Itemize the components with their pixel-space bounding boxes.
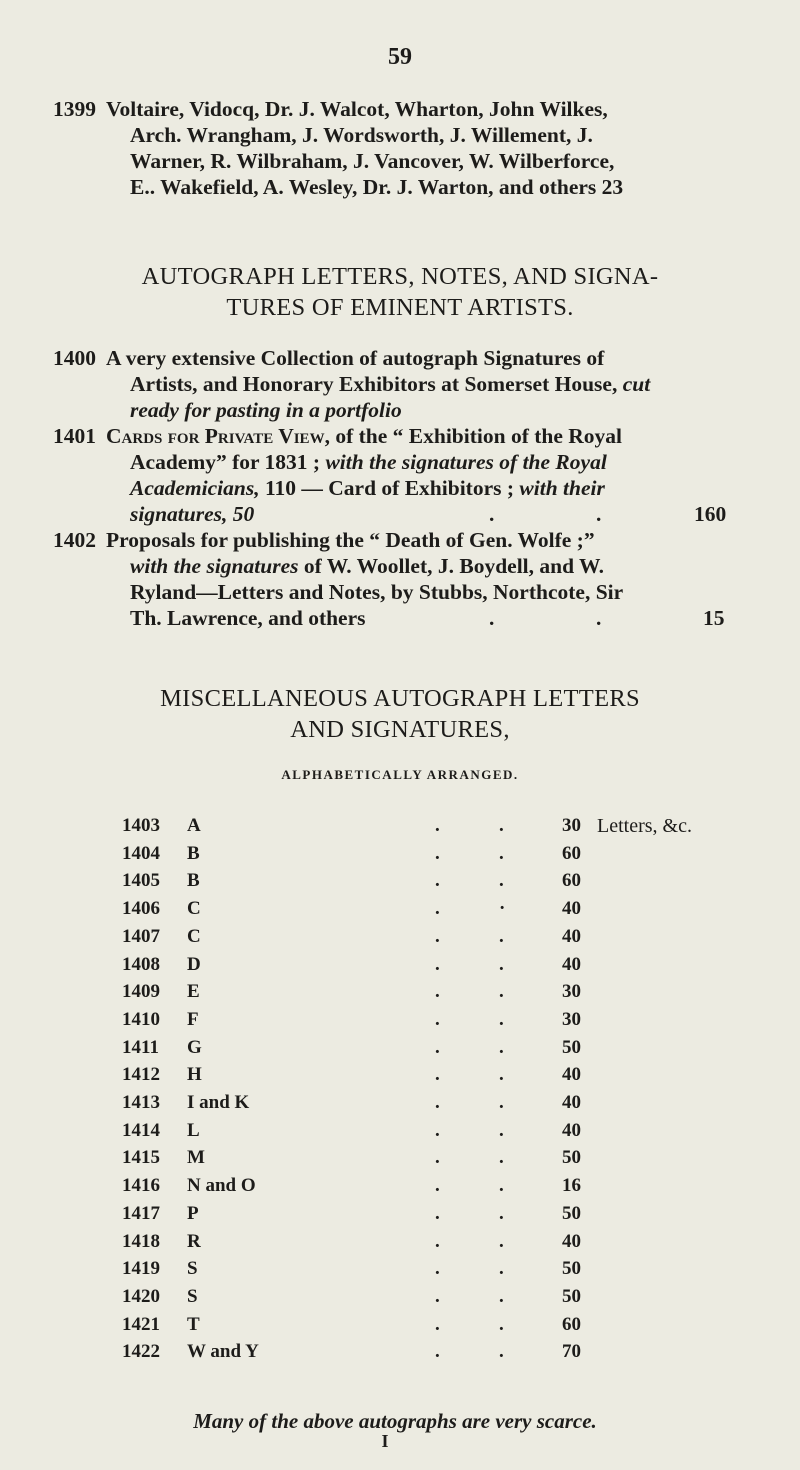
row-number: 1407 [122,925,160,947]
row-number: 1422 [122,1341,160,1363]
leader-dot: . [499,953,504,975]
leader-dot: . [435,870,440,892]
row-count: 50 [562,1036,581,1058]
row-letter: C [187,898,201,920]
lot-line: A very extensive Collection of autograph Signatures of [106,346,605,370]
lot-line [130,397,402,423]
lot-line: of W. Woollet, J. Boydell, and W. [303,554,604,578]
row-letter: R [187,1230,201,1252]
lot-number: 1401 [53,424,96,448]
lot-line-wrap [130,553,604,579]
leader-dot: . [435,1036,440,1058]
lot-line: 110 — Card of Exhibitors ; [264,476,515,500]
row-letter: M [187,1147,205,1169]
row-number: 1421 [122,1313,160,1335]
lot-line: Ryland—Letters and Notes, by Stubbs, Northcote, Sir [130,580,624,604]
leader-dot: . [596,606,602,630]
row-letter: S [187,1258,198,1280]
row-letter: S [187,1285,198,1307]
row-count: 60 [562,1313,581,1335]
heading-line: AUTOGRAPH LETTERS, NOTES, AND SIGNA- [141,263,659,290]
leader-dot: . [435,842,440,864]
row-count: 40 [562,1119,581,1141]
row-letter: F [187,1008,199,1030]
footnote: Many of the above autographs are very scarce. [193,1409,597,1433]
row-number: 1408 [122,953,160,975]
row-count: 40 [562,1064,581,1086]
row-letter: L [187,1119,200,1141]
lot-line-smallcaps: Cards for Private View, [106,424,330,448]
leader-dot: . [435,1258,440,1280]
signature-mark: I [381,1431,389,1451]
lot-line [130,501,254,527]
lot-line-italic: ready for pasting in a portfolio [130,398,402,422]
row-letter: B [187,842,200,864]
leader-dot: . [435,981,440,1003]
leader-dot: · [499,898,506,920]
row-count: 30 [562,815,581,836]
row-number: 1412 [122,1064,160,1086]
row-number: 1409 [122,981,160,1003]
row-letter: I and K [187,1092,250,1113]
row-number: 1406 [122,898,160,920]
lot-line: Th. Lawrence, and others [130,606,366,630]
leader-dot: . [435,953,440,975]
lot-number: 1399 [53,97,96,121]
row-count: 30 [562,1008,581,1030]
lot-line-wrap [106,423,622,449]
leader-dot: . [499,1064,504,1086]
lot-description [106,96,773,122]
row-count: 40 [562,1230,581,1252]
leader-dot: . [435,1092,440,1113]
row-count: 50 [562,1147,581,1169]
lot-description-cont [130,122,773,200]
lot-line: Voltaire, Vidocq, Dr. J. Walcot, Wharton, John Wilkes, [106,97,608,121]
lot-1401 [53,423,773,533]
lot-number: 1400 [53,346,96,370]
row-count: 40 [562,898,581,920]
row-count: 50 [562,1202,581,1224]
lot-line-italic: Academicians, [130,476,260,500]
lot-line-wrap [130,475,605,501]
leader-dot: . [499,842,504,864]
row-letter: C [187,925,201,947]
leader-dot: . [499,1092,504,1113]
lot-line-italic: signatures, 50 [130,502,255,526]
lot-line: Proposals for publishing the “ Death of Gen. Wolfe ;” [106,528,595,552]
row-count: 40 [562,925,581,947]
row-count: 60 [562,842,581,864]
leader-dot: . [435,1175,440,1197]
row-count: 60 [562,870,581,892]
leader-dot: . [435,925,440,947]
row-count: 50 [562,1285,581,1307]
leader-dot: . [435,1313,440,1335]
heading-line: TURES OF EMINENT ARTISTS. [226,294,574,321]
row-number: 1417 [122,1202,160,1224]
leader-dot: . [435,1202,440,1224]
row-count: 30 [562,981,581,1003]
leader-dot: . [499,1313,504,1335]
page-number: 59 [388,44,412,70]
row-number: 1418 [122,1230,160,1252]
section-heading [0,261,800,323]
row-count: 70 [562,1341,581,1363]
leader-dot: . [499,1230,504,1252]
lot-line: E.. Wakefield, A. Wesley, Dr. J. Warton, and others 23 [130,175,624,199]
lot-count: 160 [694,502,727,526]
leader-dot: . [499,1147,504,1169]
lot-line: Academy” for 1831 ; [130,450,321,474]
heading-line: AND SIGNATURES, [290,716,510,743]
leader-dot: . [489,502,495,526]
leader-dot: . [435,1147,440,1169]
row-count: 40 [562,953,581,975]
row-count: 50 [562,1258,581,1280]
row-count: 16 [562,1175,581,1197]
row-letter: H [187,1064,202,1086]
leader-dot: . [499,1258,504,1280]
leader-dot: . [499,981,504,1003]
row-number: 1414 [122,1119,160,1141]
row-letter: P [187,1202,199,1224]
leader-dot: . [499,1119,504,1141]
leader-dot: . [435,1341,440,1363]
lot-line-wrap [130,449,607,475]
row-number: 1413 [122,1092,160,1113]
lot-line-wrap [130,371,650,397]
leader-dot: . [435,1285,440,1307]
row-letter: W and Y [187,1341,259,1363]
section-heading [0,683,800,745]
leader-dot: . [499,815,504,836]
leader-dot: . [499,1175,504,1197]
leader-dot: . [435,1230,440,1252]
lot-1402 [53,527,773,637]
leader-dot: . [596,502,602,526]
lot-number: 1402 [53,528,96,552]
row-letter: B [187,870,200,892]
row-number: 1420 [122,1285,160,1307]
leader-dot: . [435,1119,440,1141]
row-letter: D [187,953,201,975]
heading-line: MISCELLANEOUS AUTOGRAPH LETTERS [160,685,640,712]
row-number: 1410 [122,1008,160,1030]
row-number: 1405 [122,870,160,892]
leader-dot: . [435,1008,440,1030]
leader-dot: . [499,1285,504,1307]
leader-dot: . [499,925,504,947]
leader-dot: . [435,898,440,920]
lot-line-italic: with the signatures of the Royal [325,450,607,474]
lot-line: Warner, R. Wilbraham, J. Vancover, W. Wilberforce, [130,149,615,173]
lot-line: of the “ Exhibition of the Royal [335,424,623,448]
row-number: 1403 [122,815,160,836]
row-letter: A [187,815,201,836]
row-unit: Letters, &c. [597,815,692,837]
section-subheading: ALPHABETICALLY ARRANGED. [281,767,519,782]
lot-line-italic: with the signatures [130,554,299,578]
row-letter: G [187,1036,202,1058]
row-letter: T [187,1313,200,1335]
lot-count: 15 [703,606,725,630]
leader-dot: . [435,1064,440,1086]
leader-dot: . [499,1036,504,1058]
row-letter: E [187,981,200,1003]
leader-dot: . [499,870,504,892]
row-number: 1404 [122,842,160,864]
row-number: 1419 [122,1258,160,1280]
row-letter: N and O [187,1175,256,1197]
lot-line-italic: cut [622,372,651,396]
leader-dot: . [435,815,440,836]
leader-dot: . [499,1341,504,1363]
row-number: 1415 [122,1147,160,1169]
lot-1400 [53,345,773,425]
row-count: 40 [562,1092,581,1113]
leader-dot: . [499,1008,504,1030]
leader-dot: . [499,1202,504,1224]
lot-line-italic: with their [519,476,605,500]
lot-line: Artists, and Honorary Exhibitors at Somerset House, [130,372,618,396]
row-number: 1416 [122,1175,160,1197]
lot-line: Arch. Wrangham, J. Wordsworth, J. Willement, J. [130,123,593,147]
row-number: 1411 [122,1036,159,1058]
lot-1399 [53,96,773,206]
leader-dot: . [489,606,495,630]
